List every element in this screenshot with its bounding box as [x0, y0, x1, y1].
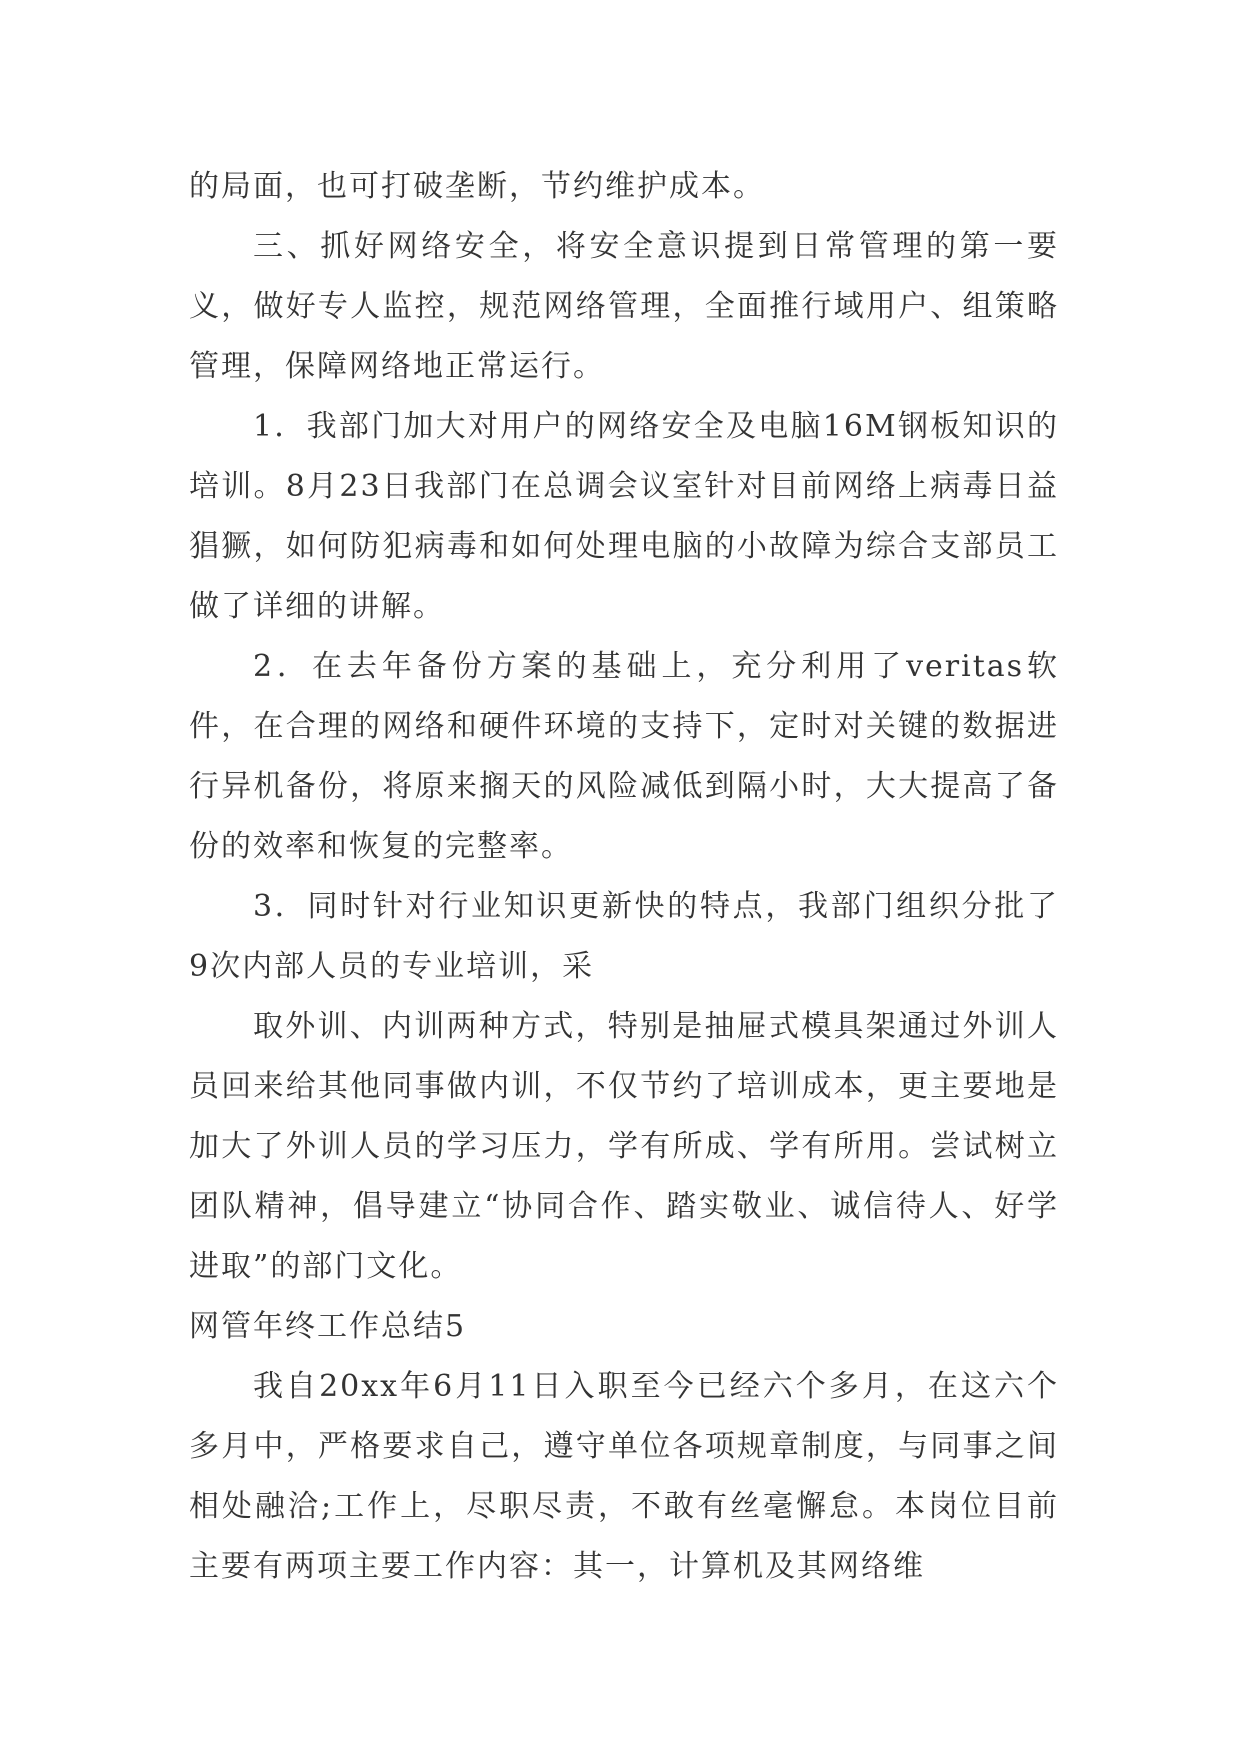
paragraph: 3．同时针对行业知识更新快的特点，我部门组织分批了9次内部人员的专业培训，采: [189, 889, 1059, 984]
paragraph: 我自20xx年6月11日入职至今已经六个多月，在这六个多月中，严格要求自己，遵守单位各项规章制度，与同事之间相处融洽;工作上，尽职尽责，不敢有丝毫懈怠。本岗位目前主要有两项主要工作内容：其一，计算机及其网络维: [189, 1369, 1059, 1584]
section-title: 网管年终工作总结5: [189, 1309, 467, 1344]
paragraph: 1．我部门加大对用户的网络安全及电脑16M钢板知识的培训。8月23日我部门在总调会议室针对目前网络上病毒日益猖獗，如何防犯病毒和如何处理电脑的小故障为综合支部员工做了详细的讲解。: [189, 409, 1059, 624]
paragraph: 取外训、内训两种方式，特别是抽屉式模具架通过外训人员回来给其他同事做内训，不仅节约了培训成本，更主要地是加大了外训人员的学习压力，学有所成、学有所用。尝试树立团队精神，倡导建立“协同合作、踏实敬业、诚信待人、好学进取”的部门文化。: [189, 1009, 1059, 1284]
document-body: [189, 157, 1059, 1597]
paragraph: 2．在去年备份方案的基础上，充分利用了veritas软件，在合理的网络和硬件环境的支持下，定时对关键的数据进行异机备份，将原来搁天的风险减低到隔小时，大大提高了备份的效率和恢复的完整率。: [189, 649, 1059, 864]
paragraph: 的局面，也可打破垄断，节约维护成本。: [189, 169, 765, 204]
paragraph: 三、抓好网络安全，将安全意识提到日常管理的第一要义，做好专人监控，规范网络管理，全面推行域用户、组策略管理，保障网络地正常运行。: [189, 229, 1059, 384]
